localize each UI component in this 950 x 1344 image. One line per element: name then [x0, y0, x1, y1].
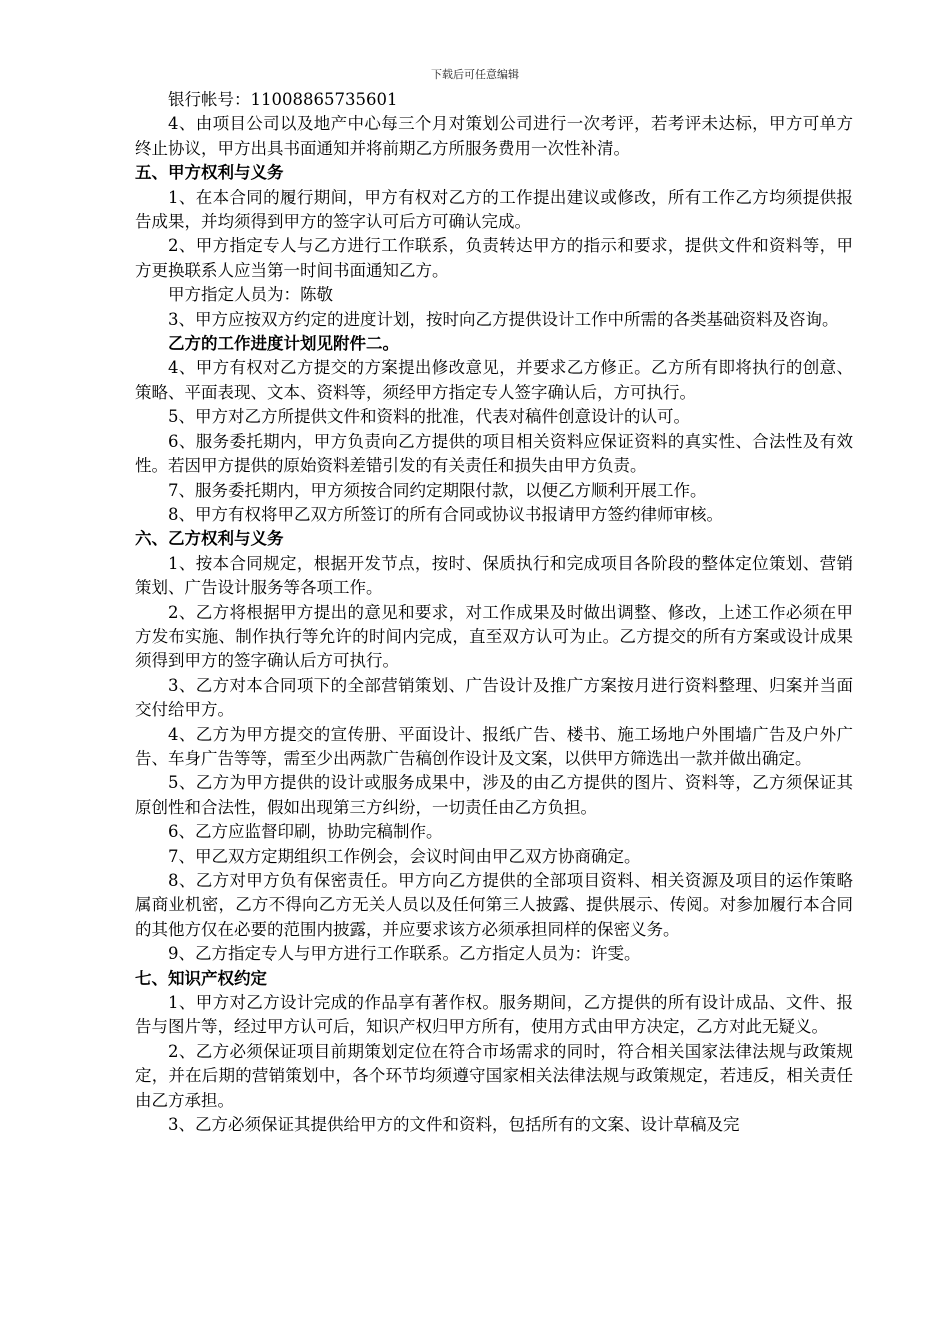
clause-6-3: 3、乙方对本合同项下的全部营销策划、广告设计及推广方案按月进行资料整理、归案并当面交付给甲方。 [135, 675, 853, 720]
clause-6-6: 6、乙方应监督印刷，协助完稿制作。 [168, 822, 443, 842]
clause-6-9: 9、乙方指定专人与甲方进行工作联系。乙方指定人员为：许雯。 [168, 944, 641, 964]
bank-account-line: 银行帐号：11008865735601 [168, 90, 398, 109]
party-a-contact: 甲方指定人员为：陈敬 [168, 285, 333, 305]
section-heading-6: 六、乙方权利与义务 [135, 529, 284, 549]
document-body [135, 88, 853, 1137]
clause-7-3: 3、乙方必须保证其提供给甲方的文件和资料，包括所有的文案、设计草稿及完 [168, 1115, 740, 1135]
clause-5-8: 8、甲方有权将甲乙双方所签订的所有合同或协议书报请甲方签约律师审核。 [168, 504, 723, 524]
section-heading-7: 七、知识产权约定 [135, 968, 267, 988]
clause-5-6: 6、服务委托期内，甲方负责向乙方提供的项目相关资料应保证资料的真实性、合法性及有效性。若因甲方提供的原始资料差错引发的有关责任和损失由甲方负责。 [135, 431, 853, 476]
clause-6-7: 7、甲乙双方定期组织工作例会，会议时间由甲乙双方协商确定。 [168, 846, 641, 866]
clause-6-8: 8、乙方对甲方负有保密责任。甲方向乙方提供的全部项目资料、相关资源及项目的运作策略属商业机密，乙方不得向乙方无关人员以及任何第三人披露、提供展示、传阅。对参加履行本合同的其他方仅在必要的范围内披露，并应要求该方必须承担同样的保密义务。 [135, 871, 853, 939]
clause-4-1: 4、由项目公司以及地产中心每三个月对策划公司进行一次考评，若考评未达标，甲方可单方终止协议，甲方出具书面通知并将前期乙方所服务费用一次性补清。 [135, 114, 853, 158]
clause-5-3: 3、甲方应按双方约定的进度计划，按时向乙方提供设计工作中所需的各类基础资料及咨询。 [168, 309, 839, 329]
clause-5-4: 4、甲方有权对乙方提交的方案提出修改意见，并要求乙方修正。乙方所有即将执行的创意、策略、平面表现、文本、资料等，须经甲方指定专人签字确认后，方可执行。 [135, 358, 853, 402]
clause-5-5: 5、甲方对乙方所提供文件和资料的批准，代表对稿件创意设计的认可。 [168, 407, 690, 427]
clause-7-2: 2、乙方必须保证项目前期策划定位在符合市场需求的同时，符合相关国家法律法规与政策规定，并在后期的营销策划中，各个环节均须遵守国家相关法律法规与政策规定，若违反，相关责任由乙方承担。 [135, 1041, 853, 1110]
clause-5-2: 2、甲方指定专人与乙方进行工作联系，负责转达甲方的指示和要求，提供文件和资料等，甲方更换联系人应当第一时间书面通知乙方。 [135, 236, 853, 280]
clause-6-1: 1、按本合同规定，根据开发节点，按时、保质执行和完成项目各阶段的整体定位策划、营销策划、广告设计服务等各项工作。 [135, 553, 853, 598]
clause-5-1: 1、在本合同的履行期间，甲方有权对乙方的工作提出建议或修改，所有工作乙方均须提供报告成果，并均须得到甲方的签字认可后方可确认完成。 [135, 187, 853, 232]
clause-6-5: 5、乙方为甲方提供的设计或服务成果中，涉及的由乙方提供的图片、资料等，乙方须保证其原创性和合法性，假如出现第三方纠纷，一切责任由乙方负担。 [135, 773, 853, 817]
clause-6-4: 4、乙方为甲方提交的宣传册、平面设计、报纸广告、楼书、施工场地户外围墙广告及户外广告、车身广告等等，需至少出两款广告稿创作设计及文案，以供甲方筛选出一款并做出确定。 [135, 724, 853, 768]
clause-7-1: 1、甲方对乙方设计完成的作品享有著作权。服务期间，乙方提供的所有设计成品、文件、报告与图片等，经过甲方认可后，知识产权归甲方所有，使用方式由甲方决定，乙方对此无疑义。 [135, 993, 853, 1037]
section-heading-5: 五、甲方权利与义务 [135, 163, 284, 183]
clause-6-2: 2、乙方将根据甲方提出的意见和要求，对工作成果及时做出调整、修改，上述工作必须在甲方发布实施、制作执行等允许的时间内完成，直至双方认可为止。乙方提交的所有方案或设计成果须得到甲方的签字确认后方可执行。 [135, 602, 853, 671]
page-header: 下载后可任意编辑 [431, 68, 519, 81]
clause-5-7: 7、服务委托期内，甲方须按合同约定期限付款，以便乙方顺利开展工作。 [168, 480, 707, 500]
schedule-note: 乙方的工作进度计划见附件二。 [168, 334, 399, 354]
